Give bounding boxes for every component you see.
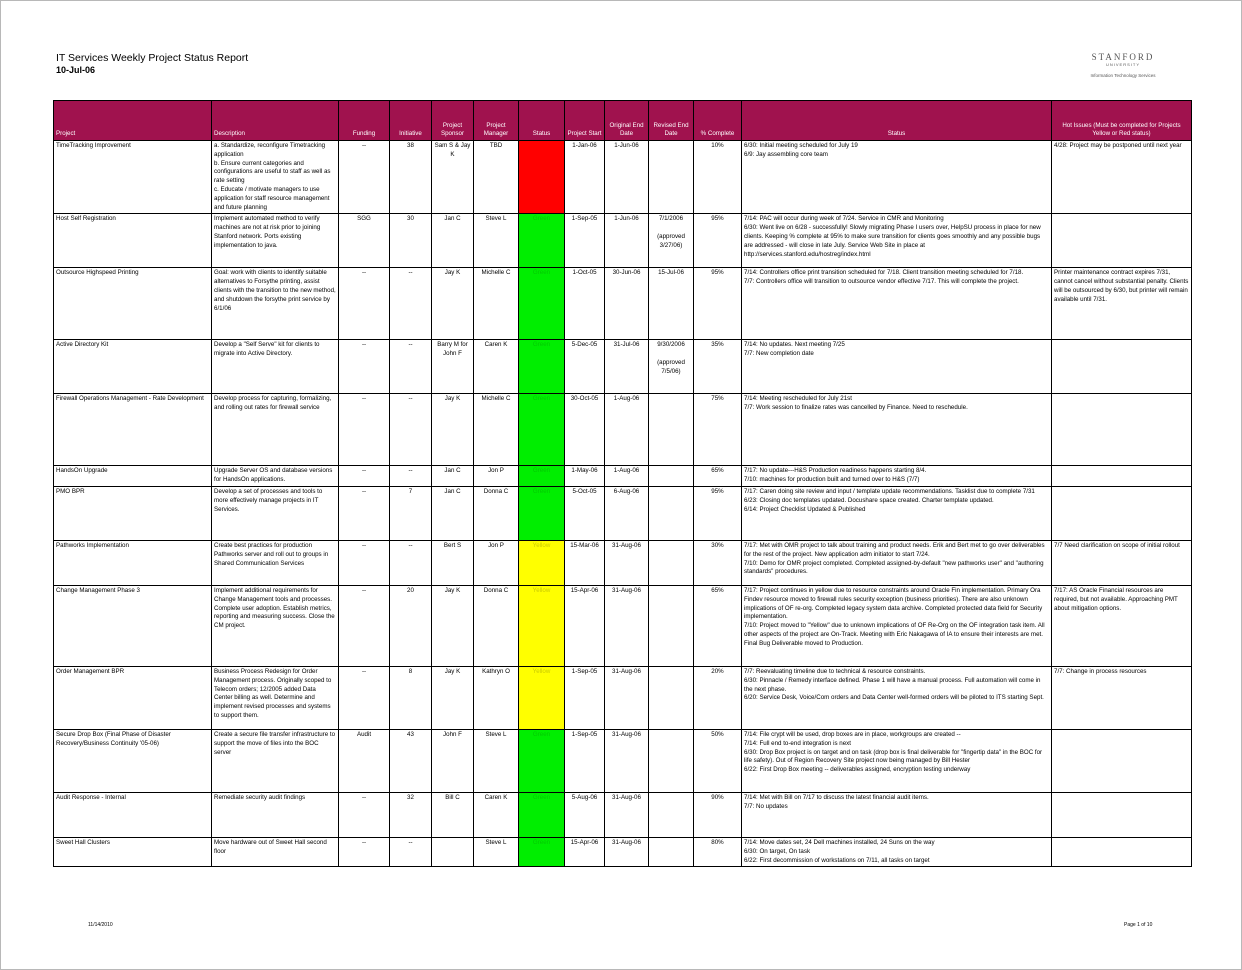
cell-funding[interactable]: --	[339, 486, 390, 540]
cell-start[interactable]: 15-Apr-06	[565, 585, 605, 666]
cell-revised[interactable]	[649, 466, 694, 487]
cell-project[interactable]: Sweet Hall Clusters	[54, 837, 212, 866]
cell-end[interactable]: 6-Aug-06	[605, 486, 649, 540]
col-header-project[interactable]: Project	[54, 101, 212, 141]
cell-complete[interactable]: 30%	[694, 540, 742, 585]
cell-revised[interactable]	[649, 486, 694, 540]
cell-initiative[interactable]: --	[390, 340, 432, 394]
cell-description[interactable]: Create best practices for production Pathworks server and roll out to groups in Shared Communication Services	[212, 540, 339, 585]
cell-status[interactable]: Yellow	[519, 666, 565, 729]
cell-status-notes[interactable]: 7/14: File crypt will be used, drop boxes are in place, workgroups are created -- 7/14: Full end to-end integration is next 6/30: Drop Box project is on target and on task (drop box is final deliverable for "fingertip data" in the BOC for life safety). Out of Region Recovery Site project now being managed by Bill Hester 6/22: First Drop Box meeting -- deliverables assigned, encryption testing underway	[742, 729, 1052, 792]
cell-issues[interactable]: 4/28: Project may be postponed until next year	[1052, 141, 1192, 214]
cell-start[interactable]: 1-Sep-05	[565, 666, 605, 729]
table-row[interactable]	[54, 666, 1192, 729]
cell-initiative[interactable]: --	[390, 466, 432, 487]
table-row[interactable]	[54, 141, 1192, 214]
cell-project[interactable]: TimeTracking Improvement	[54, 141, 212, 214]
cell-funding[interactable]: --	[339, 666, 390, 729]
col-header-revised[interactable]: Revised End Date	[649, 101, 694, 141]
cell-end[interactable]: 1-Aug-06	[605, 394, 649, 466]
cell-end[interactable]: 1-Jun-06	[605, 214, 649, 268]
cell-funding[interactable]: --	[339, 340, 390, 394]
cell-revised[interactable]	[649, 792, 694, 837]
cell-status-notes[interactable]: 7/17: No update---H&S Production readiness happens starting 8/4. 7/10: machines for production built and turned over to H&S (7/7)	[742, 466, 1052, 487]
cell-status-notes[interactable]: 7/14: No updates. Next meeting 7/25 7/7: New completion date	[742, 340, 1052, 394]
cell-status[interactable]: Green	[519, 394, 565, 466]
cell-issues[interactable]	[1052, 837, 1192, 866]
cell-status-notes[interactable]: 7/14: Meeting rescheduled for July 21st 7/7: Work session to finalize rates was cancelled by Finance. Need to reschedule.	[742, 394, 1052, 466]
cell-start[interactable]: 1-Sep-05	[565, 729, 605, 792]
cell-manager[interactable]: Donna C	[474, 486, 519, 540]
cell-project[interactable]: Change Management Phase 3	[54, 585, 212, 666]
cell-sponsor[interactable]: Bert S	[432, 540, 474, 585]
cell-status-notes[interactable]: 7/17: Project continues in yellow due to resource constraints around Oracle Fin implementation. Primary Ora Findev resource moved to firewall rules security exception (business priorities). There are also unknown implications of OF re-org. Completed legacy system data archive. Completed protected data field for Security implementation. 7/10: Project moved to "Yellow" due to unknown implications of OF Re-Org on the OF integration task item. All other aspects of the project are On-Track. Meeting with Eric Nakagawa of IA to ensure their interests are met. Final Bug Deliverable moved to Production.	[742, 585, 1052, 666]
cell-complete[interactable]: 65%	[694, 585, 742, 666]
cell-end[interactable]: 1-Aug-06	[605, 466, 649, 487]
cell-end[interactable]: 31-Aug-06	[605, 540, 649, 585]
cell-funding[interactable]: --	[339, 585, 390, 666]
cell-issues[interactable]	[1052, 729, 1192, 792]
cell-issues[interactable]: 7/7 Need clarification on scope of initial rollout	[1052, 540, 1192, 585]
table-row[interactable]	[54, 340, 1192, 394]
cell-sponsor[interactable]: Jan C	[432, 466, 474, 487]
cell-status[interactable]: Yellow	[519, 540, 565, 585]
cell-end[interactable]: 31-Jul-06	[605, 340, 649, 394]
cell-initiative[interactable]: --	[390, 837, 432, 866]
cell-sponsor[interactable]: Sam S & Jay K	[432, 141, 474, 214]
cell-start[interactable]: 1-Jan-06	[565, 141, 605, 214]
cell-manager[interactable]: Steve L	[474, 214, 519, 268]
cell-start[interactable]: 30-Oct-05	[565, 394, 605, 466]
cell-manager[interactable]: Caren K	[474, 792, 519, 837]
cell-initiative[interactable]: 38	[390, 141, 432, 214]
cell-manager[interactable]: Jon P	[474, 466, 519, 487]
cell-complete[interactable]: 50%	[694, 729, 742, 792]
cell-funding[interactable]: --	[339, 792, 390, 837]
cell-revised[interactable]	[649, 837, 694, 866]
cell-complete[interactable]: 95%	[694, 268, 742, 340]
cell-status-notes[interactable]: 7/17: Met with OMR project to talk about training and product needs. Erik and Bert met to go over deliverables for the rest of the project. New application adm initiator to start 7/24. 7/10: Demo for OMR project completed. Completed assigned-by-default "new pathworks user" and "authoring standards" procedures.	[742, 540, 1052, 585]
cell-initiative[interactable]: 20	[390, 585, 432, 666]
cell-issues[interactable]	[1052, 466, 1192, 487]
cell-revised[interactable]	[649, 540, 694, 585]
col-header-status-notes[interactable]: Status	[742, 101, 1052, 141]
cell-manager[interactable]: Donna C	[474, 585, 519, 666]
cell-start[interactable]: 1-May-06	[565, 466, 605, 487]
cell-sponsor[interactable]: Jay K	[432, 666, 474, 729]
col-header-complete[interactable]: % Complete	[694, 101, 742, 141]
table-row[interactable]	[54, 540, 1192, 585]
cell-sponsor[interactable]: Bill C	[432, 792, 474, 837]
cell-end[interactable]: 31-Aug-06	[605, 585, 649, 666]
cell-manager[interactable]: Steve L	[474, 729, 519, 792]
table-body	[54, 141, 1192, 867]
col-header-description[interactable]: Description	[212, 101, 339, 141]
cell-start[interactable]: 15-Apr-06	[565, 837, 605, 866]
cell-manager[interactable]: Jon P	[474, 540, 519, 585]
logo-line3: Information Technology Services	[1090, 73, 1156, 78]
cell-description[interactable]: Remediate security audit findings	[212, 792, 339, 837]
cell-end[interactable]: 30-Jun-06	[605, 268, 649, 340]
cell-manager[interactable]: Steve L	[474, 837, 519, 866]
footer-page: Page 1 of 10	[1124, 922, 1153, 928]
col-header-issues[interactable]: Hot Issues (Must be completed for Projects Yellow or Red status)	[1052, 101, 1192, 141]
cell-end[interactable]: 31-Aug-06	[605, 792, 649, 837]
table-row[interactable]	[54, 837, 1192, 866]
cell-description[interactable]: Implement automated method to verify machines are not at risk prior to joining Stanford network. Ports existing implementation to java.	[212, 214, 339, 268]
footer-date: 11/14/2010	[88, 922, 113, 928]
col-header-start[interactable]: Project Start	[565, 101, 605, 141]
cell-initiative[interactable]: 32	[390, 792, 432, 837]
cell-project[interactable]: PMO BPR	[54, 486, 212, 540]
cell-project[interactable]: Outsource Highspeed Printing	[54, 268, 212, 340]
table-row[interactable]	[54, 585, 1192, 666]
col-header-initiative[interactable]: Initiative	[390, 101, 432, 141]
cell-funding[interactable]: --	[339, 837, 390, 866]
table-header-row	[54, 101, 1192, 141]
cell-status[interactable]: Green	[519, 214, 565, 268]
cell-initiative[interactable]: 30	[390, 214, 432, 268]
cell-status[interactable]: Red	[519, 141, 565, 214]
cell-status-notes[interactable]: 7/14: PAC will occur during week of 7/24. Service in CMR and Monitoring 6/30: Went live on 6/28 - successfully! Slowly migrating Phase I users over, HelpSU process in place for new clients. Keeping % complete at 95% to make sure transition for clients goes smoothly and any possible bugs are addressed - will close in late July. Service Web Site in place at http://services.stanford.edu/hostreg/index.html	[742, 214, 1052, 268]
cell-description[interactable]: Develop process for capturing, formalizing, and rolling out rates for firewall service	[212, 394, 339, 466]
cell-issues[interactable]	[1052, 394, 1192, 466]
cell-start[interactable]: 5-Dec-05	[565, 340, 605, 394]
cell-project[interactable]: HandsOn Upgrade	[54, 466, 212, 487]
cell-end[interactable]: 1-Jun-06	[605, 141, 649, 214]
table-row[interactable]	[54, 394, 1192, 466]
cell-project[interactable]: Firewall Operations Management - Rate Development	[54, 394, 212, 466]
cell-initiative[interactable]: --	[390, 540, 432, 585]
table-row[interactable]	[54, 214, 1192, 268]
cell-initiative[interactable]: 7	[390, 486, 432, 540]
cell-funding[interactable]: --	[339, 268, 390, 340]
cell-revised[interactable]	[649, 729, 694, 792]
cell-issues[interactable]	[1052, 486, 1192, 540]
cell-manager[interactable]: Michelle C	[474, 394, 519, 466]
report-title: IT Services Weekly Project Status Report	[56, 52, 249, 64]
cell-start[interactable]: 15-Mar-06	[565, 540, 605, 585]
cell-status-notes[interactable]: 7/14: Controllers office print transition scheduled for 7/18. Client transition meeting scheduled for 7/18. 7/7: Controllers office will transition to outsource vendor effective 7/17. This will complete the project.	[742, 268, 1052, 340]
cell-description[interactable]: Upgrade Server OS and database versions for HandsOn applications.	[212, 466, 339, 487]
cell-end[interactable]: 31-Aug-06	[605, 666, 649, 729]
cell-complete[interactable]: 95%	[694, 214, 742, 268]
cell-status[interactable]: Green	[519, 340, 565, 394]
cell-manager[interactable]: Michelle C	[474, 268, 519, 340]
stanford-logo	[1068, 52, 1178, 78]
cell-description[interactable]: Business Process Redesign for Order Management process. Originally scoped to Telecom orders; 12/2005 added Data Center billing as well. Determine and implement revised processes and systems to support them.	[212, 666, 339, 729]
cell-status[interactable]: Green	[519, 486, 565, 540]
cell-initiative[interactable]: 43	[390, 729, 432, 792]
cell-complete[interactable]: 95%	[694, 486, 742, 540]
cell-initiative[interactable]: --	[390, 394, 432, 466]
logo-line2: UNIVERSITY	[1105, 62, 1140, 67]
cell-status-notes[interactable]: 7/14: Met with Bill on 7/17 to discuss the latest financial audit items. 7/7: No updates	[742, 792, 1052, 837]
cell-sponsor[interactable]: Jay K	[432, 394, 474, 466]
cell-sponsor[interactable]: Jay K	[432, 268, 474, 340]
cell-revised[interactable]: 9/30/2006 (approved 7/5/06)	[649, 340, 694, 394]
cell-description[interactable]: Implement additional requirements for Change Management tools and processes. Complete user adoption. Establish metrics, reporting and measuring success. Close the CM project.	[212, 585, 339, 666]
table-row[interactable]	[54, 792, 1192, 837]
cell-status-notes[interactable]: 6/30: Initial meeting scheduled for July 19 6/9: Jay assembling core team	[742, 141, 1052, 214]
cell-status[interactable]: Green	[519, 792, 565, 837]
cell-issues[interactable]: 7/17: AS Oracle Financial resources are required, but not available. Approaching PMT about mitigation options.	[1052, 585, 1192, 666]
col-header-manager[interactable]: Project Manager	[474, 101, 519, 141]
cell-description[interactable]: Develop a "Self Serve" kit for clients to migrate into Active Directory.	[212, 340, 339, 394]
cell-description[interactable]: a. Standardize, reconfigure Timetracking application b. Ensure current categories and configurations are useful to staff as well as rate setting c. Educate / motivate managers to use application for staff resource management and future planning	[212, 141, 339, 214]
cell-sponsor[interactable]: Barry M for John F	[432, 340, 474, 394]
col-header-sponsor[interactable]: Project Sponsor	[432, 101, 474, 141]
cell-project[interactable]: Active Directory Kit	[54, 340, 212, 394]
cell-funding[interactable]: --	[339, 394, 390, 466]
cell-issues[interactable]	[1052, 792, 1192, 837]
cell-revised[interactable]: 7/1/2006 (approved 3/27/06)	[649, 214, 694, 268]
col-header-end[interactable]: Original End Date	[605, 101, 649, 141]
cell-status[interactable]: Green	[519, 268, 565, 340]
cell-funding[interactable]: --	[339, 141, 390, 214]
cell-status-notes[interactable]: 7/14: Move dates set, 24 Dell machines installed, 24 Suns on the way 6/30: On target, On task 6/22: First decommission of workstations on 7/11, all tasks on target	[742, 837, 1052, 866]
cell-project[interactable]: Host Self Registration	[54, 214, 212, 268]
table-row[interactable]	[54, 729, 1192, 792]
cell-start[interactable]: 5-Oct-05	[565, 486, 605, 540]
cell-initiative[interactable]: --	[390, 268, 432, 340]
cell-initiative[interactable]: 8	[390, 666, 432, 729]
cell-project[interactable]: Order Management BPR	[54, 666, 212, 729]
table-row[interactable]	[54, 466, 1192, 487]
cell-sponsor[interactable]: John F	[432, 729, 474, 792]
cell-revised[interactable]	[649, 585, 694, 666]
status-table	[53, 100, 1192, 867]
cell-description[interactable]: Create a secure file transfer infrastructure to support the move of files into the BOC server	[212, 729, 339, 792]
report-date: 10-Jul-06	[56, 65, 96, 75]
cell-start[interactable]: 5-Aug-06	[565, 792, 605, 837]
cell-status[interactable]: Green	[519, 837, 565, 866]
cell-sponsor[interactable]: Jan C	[432, 214, 474, 268]
cell-description[interactable]: Move hardware out of Sweet Hall second floor	[212, 837, 339, 866]
cell-complete[interactable]: 75%	[694, 394, 742, 466]
cell-revised[interactable]: 15-Jul-06	[649, 268, 694, 340]
cell-start[interactable]: 1-Oct-05	[565, 268, 605, 340]
logo-name: STANFORD	[1091, 52, 1155, 62]
cell-description[interactable]: Develop a set of processes and tools to more effectively manage projects in IT Services.	[212, 486, 339, 540]
col-header-funding[interactable]: Funding	[339, 101, 390, 141]
cell-sponsor[interactable]: Jay K	[432, 585, 474, 666]
cell-funding[interactable]: Audit	[339, 729, 390, 792]
cell-manager[interactable]: Kathryn O	[474, 666, 519, 729]
cell-end[interactable]: 31-Aug-06	[605, 837, 649, 866]
cell-complete[interactable]: 65%	[694, 466, 742, 487]
cell-status-notes[interactable]: 7/17: Caren doing site review and input / template update recommendations. Tasklist due to complete 7/31 6/23: Closing doc templates updated. Docushare space created. Charter template updated. 6/14: Project Checklist Updated & Published	[742, 486, 1052, 540]
cell-sponsor[interactable]	[432, 837, 474, 866]
cell-funding[interactable]: SGG	[339, 214, 390, 268]
cell-status[interactable]: Green	[519, 466, 565, 487]
cell-sponsor[interactable]: Jan C	[432, 486, 474, 540]
cell-complete[interactable]: 80%	[694, 837, 742, 866]
cell-manager[interactable]: Caren K	[474, 340, 519, 394]
cell-revised[interactable]	[649, 141, 694, 214]
cell-complete[interactable]: 90%	[694, 792, 742, 837]
cell-project[interactable]: Audit Response - Internal	[54, 792, 212, 837]
cell-issues[interactable]: 7/7: Change in process resources	[1052, 666, 1192, 729]
cell-status-notes[interactable]: 7/7: Reevaluating timeline due to technical & resource constraints. 6/30: Pinnacle / Remedy interface defined. Phase 1 will have a manual process. Full automation will come in the next phase. 6/20: Service Desk, Voice/Com orders and Data Center well-formed orders will be piloted to ITS starting Sept.	[742, 666, 1052, 729]
table-row[interactable]	[54, 268, 1192, 340]
report-heading	[56, 52, 248, 76]
cell-complete[interactable]: 35%	[694, 340, 742, 394]
col-header-status[interactable]: Status	[519, 101, 565, 141]
cell-project[interactable]: Pathworks Implementation	[54, 540, 212, 585]
cell-funding[interactable]: --	[339, 540, 390, 585]
cell-issues[interactable]: Printer maintenance contract expires 7/31, cannot cancel without substantial penalty. Clients will be outsourced by 6/30, but printer will remain available until 7/31.	[1052, 268, 1192, 340]
cell-complete[interactable]: 20%	[694, 666, 742, 729]
cell-end[interactable]: 31-Aug-06	[605, 729, 649, 792]
cell-project[interactable]: Secure Drop Box (Final Phase of Disaster Recovery/Business Continuity '05-06)	[54, 729, 212, 792]
cell-manager[interactable]: TBD	[474, 141, 519, 214]
cell-funding[interactable]: --	[339, 466, 390, 487]
cell-description[interactable]: Goal: work with clients to identify suitable alternatives to Forsythe printing, assist clients with the transition to the new method, and shutdown the forsythe print service by 6/1/06	[212, 268, 339, 340]
table-row[interactable]	[54, 486, 1192, 540]
cell-issues[interactable]	[1052, 340, 1192, 394]
cell-issues[interactable]	[1052, 214, 1192, 268]
cell-status[interactable]: Yellow	[519, 585, 565, 666]
cell-start[interactable]: 1-Sep-05	[565, 214, 605, 268]
cell-status[interactable]: Green	[519, 729, 565, 792]
cell-complete[interactable]: 10%	[694, 141, 742, 214]
cell-revised[interactable]	[649, 666, 694, 729]
cell-revised[interactable]	[649, 394, 694, 466]
